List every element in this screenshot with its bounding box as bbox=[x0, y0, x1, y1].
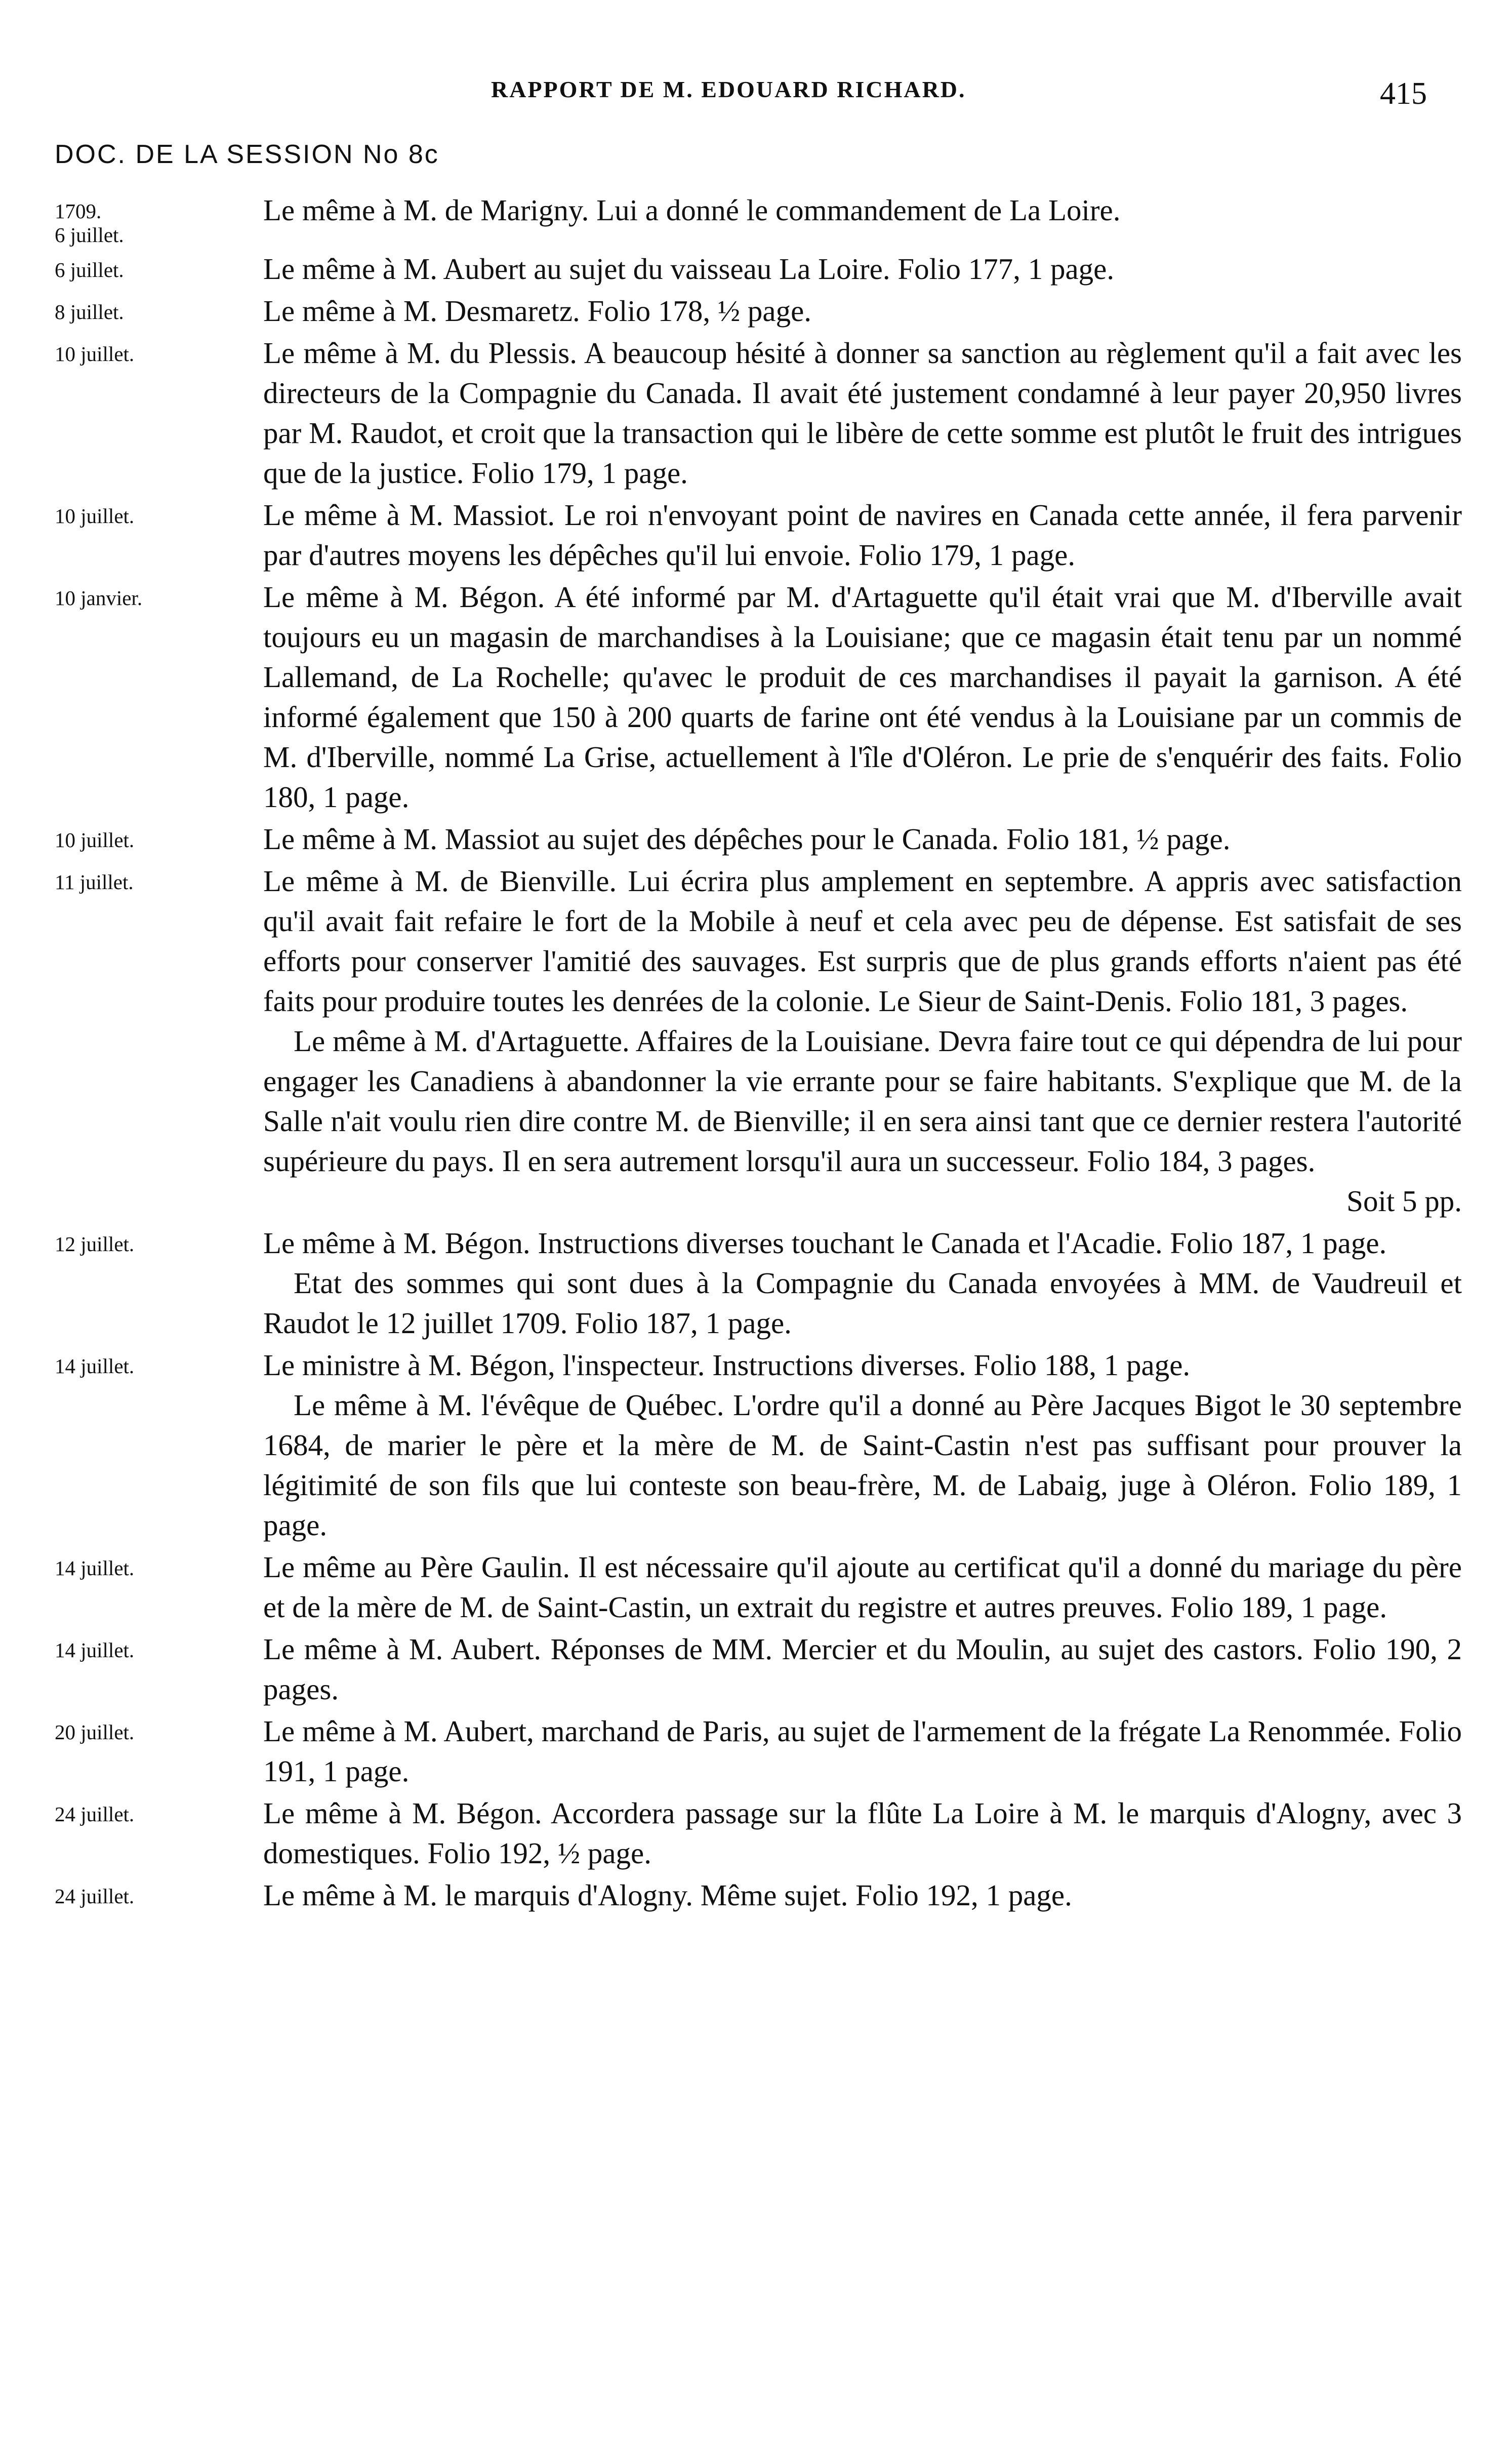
entry bbox=[55, 1547, 1462, 1627]
entry-text bbox=[259, 495, 1462, 575]
entry-paragraph: Le même à M. d'Artaguette. Affaires de la Louisiane. Devra faire tout ce qui dépendra de lui pour engager les Canadiens à abandonner la vie errante pour se faire habitants. S'explique que M. de la Salle n'ait voulu rien dire contre M. de Bienville; il en sera ainsi tant que ce dernier restera l'autorité supérieure du pays. Il en sera autrement lorsqu'il aura un successeur. Folio 184, 3 pages. bbox=[263, 1024, 1462, 1178]
entry-list bbox=[55, 190, 1462, 1917]
entry-text bbox=[259, 333, 1462, 493]
entry-text bbox=[259, 819, 1462, 859]
entry-date-line: 10 janvier. bbox=[55, 586, 143, 610]
entry-date-line: 14 juillet. bbox=[55, 1354, 135, 1378]
entry-paragraph: Le même à M. Aubert au sujet du vaisseau La Loire. Folio 177, 1 page. bbox=[263, 252, 1115, 286]
entry-text bbox=[259, 249, 1462, 289]
entry-date bbox=[55, 1875, 259, 1908]
entry-date bbox=[55, 291, 259, 324]
entry-paragraph: Le même à M. Bégon. A été informé par M. d'Artaguette qu'il était vrai que M. d'Iberville avait toujours eu un magasin de marchandises à la Louisiane; que ce magasin était tenu par un nommé Lallemand, de La Rochelle; qu'avec le produit de ces marchandises il payait la garnison. A été informé également que 150 à 200 quarts de farine ont été vendus à la Louisiane par un commis de M. d'Iberville, nommé La Grise, actuellement à l'île d'Oléron. Le prie de s'enquérir des faits. Folio 180, 1 page. bbox=[263, 580, 1462, 814]
entry-date bbox=[55, 333, 259, 366]
entry-text bbox=[259, 861, 1462, 1221]
entry-date bbox=[55, 1793, 259, 1826]
entry-date-line: 6 juillet. bbox=[55, 223, 124, 247]
entry-paragraph: Le même à M. le marquis d'Alogny. Même sujet. Folio 192, 1 page. bbox=[263, 1878, 1072, 1912]
entry-date bbox=[55, 1547, 259, 1580]
entry-date-line: 14 juillet. bbox=[55, 1556, 135, 1580]
entry bbox=[55, 495, 1462, 575]
entry-date bbox=[55, 819, 259, 852]
entry-text bbox=[259, 190, 1462, 230]
entry-paragraph: Le même à M. Massiot. Le roi n'envoyant point de navires en Canada cette année, il fera parvenir par d'autres moyens les dépêches qu'il lui envoie. Folio 179, 1 page. bbox=[263, 498, 1462, 572]
entry-text bbox=[259, 1875, 1462, 1915]
entry-text bbox=[259, 1793, 1462, 1873]
entry-date-line: 20 juillet. bbox=[55, 1720, 135, 1744]
document-reference: DOC. DE LA SESSION No 8c bbox=[55, 140, 439, 169]
entry-text bbox=[259, 1345, 1462, 1545]
entry-date-line: 12 juillet. bbox=[55, 1232, 135, 1256]
entry-date-line: 10 juillet. bbox=[55, 342, 135, 366]
entry-text bbox=[259, 1223, 1462, 1343]
entry-text bbox=[259, 1629, 1462, 1709]
entry bbox=[55, 249, 1462, 289]
entry-paragraph: Le même à M. du Plessis. A beaucoup hésité à donner sa sanction au règlement qu'il a fait avec les directeurs de la Compagnie du Canada. Il avait été justement condamné à leur payer 20,950 livres par M. Raudot, et croit que la transaction qui le libère de cette somme est plutôt le fruit des intrigues que de la justice. Folio 179, 1 page. bbox=[263, 336, 1462, 490]
entry-date bbox=[55, 1345, 259, 1378]
entry-paragraph: Le même à M. Bégon. Instructions diverses touchant le Canada et l'Acadie. Folio 187, 1 page. bbox=[263, 1226, 1387, 1260]
entry-paragraph: Le même à M. de Bienville. Lui écrira plus amplement en septembre. A appris avec satisfaction qu'il avait fait refaire le fort de la Mobile à neuf et cela avec peu de dépense. Est satisfait de ses efforts pour conserver l'amitié des sauvages. Est surpris que de plus grands efforts n'aient pas été faits pour produire toutes les denrées de la colonie. Le Sieur de Saint-Denis. Folio 181, 3 pages. bbox=[263, 864, 1462, 1018]
entry bbox=[55, 291, 1462, 331]
entry-paragraph: Le même à M. Massiot au sujet des dépêches pour le Canada. Folio 181, ½ page. bbox=[263, 822, 1231, 856]
page-number: 415 bbox=[1380, 76, 1427, 111]
entry-text bbox=[259, 291, 1462, 331]
entry-text bbox=[259, 1711, 1462, 1791]
entry-text bbox=[259, 1547, 1462, 1627]
entry-text bbox=[259, 577, 1462, 817]
entry-date-line: 8 juillet. bbox=[55, 300, 124, 324]
entry-paragraph: Le même à M. l'évêque de Québec. L'ordre qu'il a donné au Père Jacques Bigot le 30 septembre 1684, de marier le père et la mère de M. de Saint-Castin n'est pas suffisant pour prouver la légitimité de son fils que lui conteste son beau-frère, M. de Labaig, juge à Oléron. Folio 189, 1 page. bbox=[263, 1388, 1462, 1542]
entry-paragraph: Le même à M. Aubert. Réponses de MM. Mercier et du Moulin, au sujet des castors. Folio 190, 2 pages. bbox=[263, 1632, 1462, 1706]
entry-date bbox=[55, 249, 259, 282]
entry-paragraph: Le même au Père Gaulin. Il est nécessaire qu'il ajoute au certificat qu'il a donné du mariage du père et de la mère de M. de Saint-Castin, un extrait du registre et autres preuves. Folio 189, 1 page. bbox=[263, 1550, 1462, 1624]
entry-date bbox=[55, 861, 259, 894]
entry bbox=[55, 1223, 1462, 1343]
entry bbox=[55, 190, 1462, 247]
entry-paragraph: Etat des sommes qui sont dues à la Compagnie du Canada envoyées à MM. de Vaudreuil et Raudot le 12 juillet 1709. Folio 187, 1 page. bbox=[263, 1266, 1462, 1340]
entry-paragraph: Le même à M. Desmaretz. Folio 178, ½ page. bbox=[263, 294, 812, 328]
entry bbox=[55, 1711, 1462, 1791]
entry-date bbox=[55, 577, 259, 610]
entry bbox=[55, 577, 1462, 817]
page-total: Soit 5 pp. bbox=[1346, 1184, 1462, 1218]
entry bbox=[55, 819, 1462, 859]
entry-date-line: 24 juillet. bbox=[55, 1803, 135, 1826]
entry-date-line: 10 juillet. bbox=[55, 504, 135, 528]
entry-date bbox=[55, 1223, 259, 1256]
entry bbox=[55, 1629, 1462, 1709]
entry bbox=[55, 1345, 1462, 1545]
entry bbox=[55, 333, 1462, 493]
entry-date-line: 14 juillet. bbox=[55, 1638, 135, 1662]
entry-paragraph: Le même à M. Bégon. Accordera passage sur la flûte La Loire à M. le marquis d'Alogny, avec 3 domestiques. Folio 192, ½ page. bbox=[263, 1796, 1462, 1870]
entry bbox=[55, 1793, 1462, 1873]
entry-date-line: 10 juillet. bbox=[55, 828, 135, 852]
entry bbox=[55, 861, 1462, 1221]
entry-date-line: 11 juillet. bbox=[55, 870, 134, 894]
entry-date bbox=[55, 495, 259, 528]
entry-date-line: 24 juillet. bbox=[55, 1885, 135, 1908]
entry-date bbox=[55, 1711, 259, 1744]
entry-paragraph: Le même à M. Aubert, marchand de Paris, au sujet de l'armement de la frégate La Renommée. Folio 191, 1 page. bbox=[263, 1714, 1462, 1788]
entry-paragraph: Le ministre à M. Bégon, l'inspecteur. Instructions diverses. Folio 188, 1 page. bbox=[263, 1348, 1191, 1382]
entry-date bbox=[55, 1629, 259, 1662]
entry bbox=[55, 1875, 1462, 1915]
entry-date-line: 6 juillet. bbox=[55, 258, 124, 282]
running-title: RAPPORT DE M. EDOUARD RICHARD. bbox=[491, 76, 966, 102]
entry-date-line: 1709. bbox=[55, 199, 102, 223]
entry-date bbox=[55, 190, 259, 247]
entry-paragraph: Le même à M. de Marigny. Lui a donné le commandement de La Loire. bbox=[263, 193, 1121, 227]
